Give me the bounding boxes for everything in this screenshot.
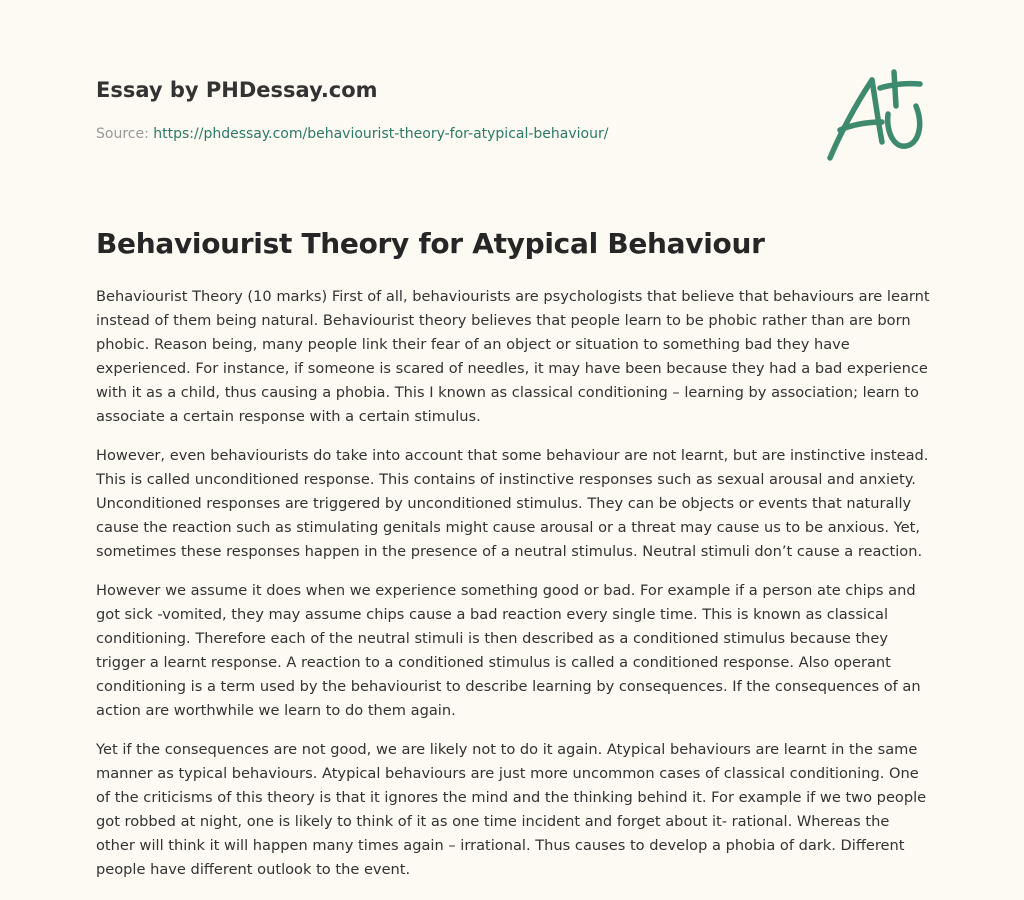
a-plus-logo-svg [820, 66, 932, 166]
page-header [96, 76, 796, 144]
source-line [96, 124, 796, 144]
article-title: Behaviourist Theory for Atypical Behaviour [96, 227, 765, 260]
source-link[interactable]: https://phdessay.com/behaviourist-theory-for-atypical-behaviour/ [153, 126, 609, 142]
logo-plus-vertical [894, 72, 896, 106]
source-label: Source: [96, 126, 154, 142]
paragraph-3: However we assume it does when we experience something good or bad. For example if a person ate chips and got sick -vomited, they may assume chips cause a bad reaction every single time. This is known as classical conditioning. Therefore each of the neutral stimuli is then described as a conditioned stimulus because they trigger a learnt response. A reaction to a conditioned stimulus is called a conditioned response. Also operant conditioning is a term used by the behaviourist to describe learning by consequences. If the consequences of an action are worthwhile we learn to do them again. [96, 582, 921, 719]
logo-swoosh [888, 106, 920, 146]
logo-plus-horizontal [880, 84, 920, 88]
a-plus-logo-icon [820, 66, 932, 166]
paragraph-1: Behaviourist Theory (10 marks) First of all, behaviourists are psychologists that believe that behaviours are learnt instead of them being natural. Behaviourist theory believes that people learn to be phobic rather than are born phobic. Reason being, many people link their fear of an object or situation to something bad they have experienced. For instance, if someone is scared of needles, it may have been because they had a bad experience with it as a child, thus causing a phobia. This I known as classical conditioning – learning by association; learn to associate a certain response with a certain stimulus. [96, 288, 930, 425]
paragraph-4: Yet if the consequences are not good, we are likely not to do it again. Atypical behaviours are learnt in the same manner as typical behaviours. Atypical behaviours are just more uncommon cases of classical conditioning. One of the criticisms of this theory is that it ignores the mind and the thinking behind it. For example if we two people got robbed at night, one is likely to think of it as one time incident and forget about it- rational. Whereas the other will think it will happen many times again – irrational. Thus causes to develop a phobia of dark. Different people have different outlook to the event. [96, 741, 927, 878]
article-body [96, 285, 932, 897]
paragraph-2: However, even behaviourists do take into account that some behaviour are not learnt, but are instinctive instead. This is called unconditioned response. This contains of instinctive responses such as sexual arousal and anxiety. Unconditioned responses are triggered by unconditioned stimulus. They can be objects or events that naturally cause the reaction such as stimulating genitals might cause arousal or a threat may cause us to be anxious. Yet, sometimes these responses happen in the presence of a neutral stimulus. Neutral stimuli don’t cause a reaction. [96, 447, 929, 560]
site-name: Essay by PHDessay.com [96, 78, 378, 102]
logo-a-left-stroke [830, 80, 872, 158]
